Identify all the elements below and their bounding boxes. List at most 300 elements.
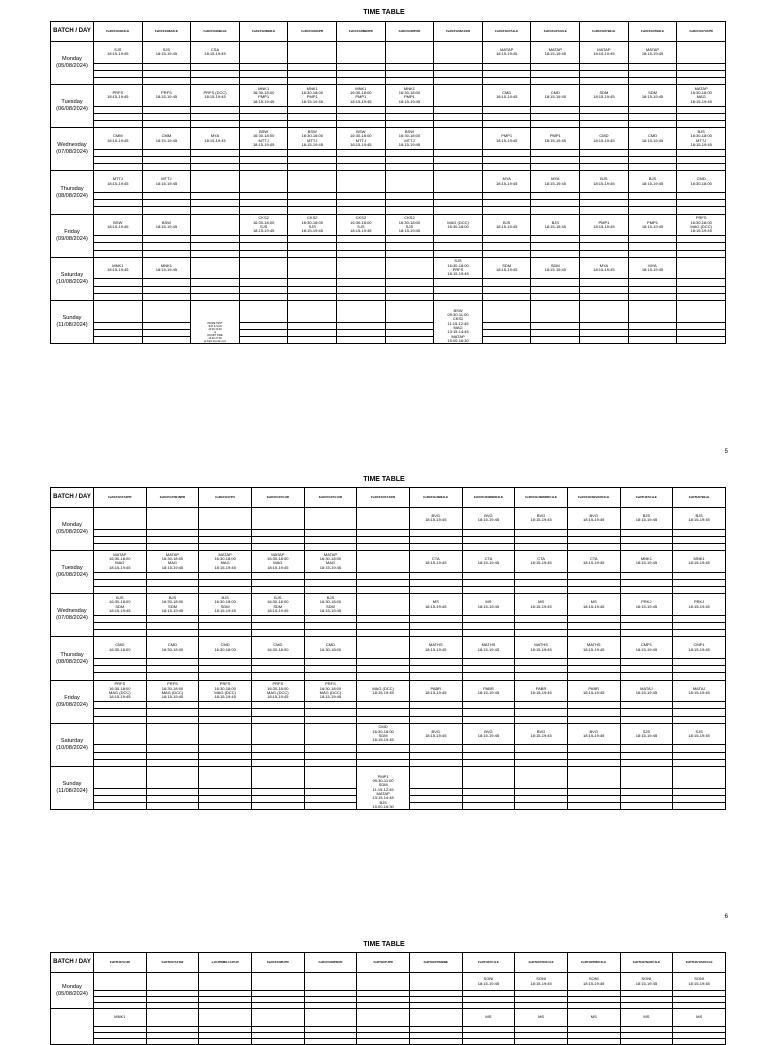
batch-header: FeDCFG08B1LE	[191, 22, 240, 42]
schedule-entry: CKS2	[258, 215, 269, 221]
table-row	[51, 257, 726, 279]
schedule-cell	[531, 128, 580, 150]
schedule-cell	[94, 637, 147, 659]
schedule-cell	[677, 279, 726, 286]
schedule-cell	[251, 594, 304, 616]
schedule-entry: 18:15-19:45	[635, 689, 658, 695]
schedule-cell	[385, 200, 434, 207]
schedule-entry: MATAP	[113, 551, 127, 557]
schedule-cell	[146, 752, 199, 759]
schedule-cell	[677, 164, 726, 171]
schedule-cell	[515, 752, 568, 759]
schedule-cell	[142, 121, 191, 128]
schedule-cell	[191, 77, 240, 84]
schedule-cell	[304, 536, 357, 543]
schedule-entry: PRFS	[272, 681, 284, 687]
table-row	[51, 594, 726, 616]
batch-day-header: BATCH / DAY	[51, 488, 94, 508]
schedule-cell	[409, 795, 462, 802]
schedule-cell	[146, 702, 199, 709]
schedule-cell	[580, 70, 629, 77]
batch-header: FeDCFG08A1LE	[94, 22, 143, 42]
schedule-entry: 18:15-19:45	[688, 980, 710, 986]
schedule-cell	[94, 702, 147, 709]
schedule-entry: PABR	[535, 685, 547, 691]
schedule-cell	[142, 293, 191, 300]
schedule-cell	[409, 702, 462, 709]
schedule-entry: 16:30-18:00	[398, 133, 421, 139]
schedule-cell	[567, 788, 620, 795]
schedule-cell	[191, 193, 240, 200]
schedule-entry: 16:30-18:00	[161, 646, 184, 652]
schedule-cell	[580, 207, 629, 214]
schedule-entry: 18:15-19:45	[155, 51, 178, 57]
schedule-cell	[409, 587, 462, 594]
schedule-entry: MS	[485, 599, 492, 605]
batch-header: FeDTH07A1SW	[146, 953, 199, 973]
batch-header: FeDCFG08B2LE	[239, 22, 288, 42]
schedule-entry: 18:15-19:45	[398, 98, 421, 104]
schedule-cell	[567, 508, 620, 530]
schedule-cell	[94, 659, 147, 666]
schedule-cell	[199, 702, 252, 709]
schedule-cell	[94, 286, 143, 293]
schedule-cell	[199, 709, 252, 716]
schedule-cell	[567, 795, 620, 802]
schedule-cell	[673, 795, 726, 802]
schedule-cell	[462, 508, 515, 530]
schedule-cell	[620, 543, 673, 550]
schedule-entry: 16:30-18:00	[319, 685, 342, 691]
schedule-cell	[673, 723, 726, 745]
schedule-entry: 11:15-12:45	[372, 786, 394, 792]
schedule-cell	[673, 579, 726, 586]
schedule-entry: PABR	[430, 685, 442, 691]
table-row	[51, 77, 726, 84]
schedule-entry: SDM	[220, 603, 230, 609]
schedule-cell	[251, 680, 304, 702]
batch-header: FeDTH07UPR	[357, 953, 410, 973]
batch-header: FeDTH07A1LE	[620, 488, 673, 508]
schedule-cell	[515, 759, 568, 766]
schedule-cell	[94, 70, 143, 77]
schedule-entry: 18:15-19:45	[107, 267, 129, 273]
day-name: Thursday	[60, 651, 84, 658]
schedule-cell	[515, 543, 568, 550]
schedule-cell	[482, 322, 531, 329]
schedule-cell	[515, 579, 568, 586]
batch-header: FeDTH07PR/BNE	[409, 953, 462, 973]
schedule-entry: 16:30-18:00	[301, 219, 323, 225]
schedule-entry: PRKJ	[693, 599, 705, 605]
batch-header: FeDCFG08PNUR	[304, 953, 357, 973]
schedule-entry: MAG	[453, 324, 463, 330]
table-row	[51, 680, 726, 702]
schedule-cell	[304, 1039, 357, 1045]
schedule-cell	[531, 200, 580, 207]
schedule-entry: 18:15-19:45	[496, 223, 518, 229]
schedule-cell	[357, 543, 410, 550]
schedule-cell	[251, 759, 304, 766]
schedule-cell	[620, 795, 673, 802]
schedule-entry: BJS	[116, 595, 124, 601]
table-row	[51, 637, 726, 659]
schedule-cell	[515, 630, 568, 637]
schedule-cell	[673, 543, 726, 550]
schedule-cell	[146, 788, 199, 795]
schedule-cell	[304, 723, 357, 745]
schedule-entry: 18:15-19:45	[109, 564, 131, 570]
table-row	[51, 615, 726, 622]
schedule-entry: 18:15-19:45	[635, 560, 658, 566]
day-cell	[51, 973, 94, 1009]
day-name: Wednesday	[57, 142, 87, 149]
schedule-cell	[434, 113, 483, 120]
schedule-cell	[337, 257, 386, 279]
schedule-cell	[357, 745, 410, 752]
schedule-entry: 16:30-18:00	[319, 599, 342, 605]
batch-header: FeDCFG08PUR	[385, 22, 434, 42]
schedule-entry: 18:15-19:45	[350, 141, 372, 147]
schedule-cell	[567, 594, 620, 616]
schedule-cell	[434, 77, 483, 84]
schedule-cell	[94, 279, 143, 286]
schedule-cell	[142, 106, 191, 113]
schedule-cell	[94, 973, 147, 991]
schedule-entry: 18:15-19:45	[252, 98, 275, 104]
schedule-entry: BJS	[221, 595, 229, 601]
schedule-entry: MATAP	[376, 790, 390, 796]
schedule-entry: 18:15-19:45	[641, 180, 664, 186]
schedule-entry: 16:30-18:00	[109, 599, 131, 605]
schedule-cell	[251, 702, 304, 709]
schedule-cell	[385, 113, 434, 120]
schedule-entry: MS	[538, 599, 545, 605]
schedule-cell	[515, 680, 568, 702]
schedule-entry: CMD	[502, 90, 512, 96]
schedule-cell	[385, 106, 434, 113]
schedule-entry: CTA	[537, 556, 545, 562]
schedule-cell	[142, 42, 191, 64]
batch-day-header: BATCH / DAY	[51, 953, 94, 973]
schedule-cell	[251, 508, 304, 530]
schedule-cell	[94, 250, 143, 257]
schedule-cell	[462, 802, 515, 809]
schedule-cell	[199, 745, 252, 752]
schedule-cell	[304, 587, 357, 594]
schedule-cell	[462, 766, 515, 788]
batch-header: FeDCFG07B1LE	[580, 22, 629, 42]
schedule-cell	[304, 666, 357, 673]
schedule-cell	[337, 200, 386, 207]
schedule-cell	[409, 630, 462, 637]
schedule-entry: 18:15-19:45	[267, 564, 289, 570]
batch-header: FeDTH07B1LE	[673, 488, 726, 508]
schedule-cell	[567, 802, 620, 809]
schedule-cell	[385, 63, 434, 70]
schedule-cell	[620, 536, 673, 543]
schedule-entry: 16:30-18:00	[319, 646, 342, 652]
schedule-cell	[357, 666, 410, 673]
schedule-entry: 18:15-19:45	[155, 223, 178, 229]
schedule-cell	[191, 300, 240, 343]
schedule-cell	[434, 193, 483, 200]
schedule-entry: 18:15-19:45	[688, 646, 710, 652]
table-row	[51, 587, 726, 594]
schedule-cell	[199, 594, 252, 616]
schedule-cell	[146, 723, 199, 745]
schedule-cell	[191, 113, 240, 120]
schedule-cell	[677, 250, 726, 257]
schedule-entry: 18:15-19:45	[583, 646, 605, 652]
day-cell	[51, 637, 94, 680]
schedule-cell	[94, 572, 147, 579]
schedule-cell	[142, 193, 191, 200]
schedule-cell	[142, 164, 191, 171]
schedule-entry: CKS2	[452, 316, 464, 322]
schedule-cell	[94, 543, 147, 550]
schedule-cell	[191, 250, 240, 257]
schedule-entry: MAG	[273, 560, 283, 566]
schedule-cell	[337, 106, 386, 113]
schedule-cell	[304, 594, 357, 616]
schedule-entry: MATAP	[597, 47, 611, 52]
schedule-entry: 18:15-19:45	[425, 646, 447, 652]
schedule-entry: 18:15-19:45	[301, 98, 323, 104]
schedule-entry: 16:30-18:00	[267, 599, 289, 605]
schedule-cell	[409, 802, 462, 809]
page-number: 5	[724, 449, 728, 455]
schedule-cell	[531, 70, 580, 77]
schedule-cell	[482, 336, 531, 343]
schedule-cell	[677, 286, 726, 293]
schedule-cell	[94, 257, 143, 279]
schedule-cell	[580, 63, 629, 70]
schedule-cell	[673, 630, 726, 637]
schedule-cell	[304, 579, 357, 586]
day-cell	[51, 551, 94, 594]
schedule-cell	[482, 279, 531, 286]
schedule-cell	[94, 214, 143, 236]
schedule-cell	[191, 207, 240, 214]
schedule-cell	[337, 85, 386, 107]
schedule-cell	[677, 70, 726, 77]
schedule-cell	[94, 579, 147, 586]
schedule-entry: 11:15-12:45	[447, 320, 469, 326]
schedule-entry: 18:15-19:45	[155, 137, 178, 143]
schedule-cell	[385, 214, 434, 236]
schedule-entry: 18:15-19:45	[107, 94, 129, 100]
schedule-cell	[142, 171, 191, 193]
schedule-cell	[142, 243, 191, 250]
schedule-cell	[199, 759, 252, 766]
schedule-cell	[531, 329, 580, 336]
table-row	[51, 322, 726, 329]
batch-header: FeDTH07VARC1LE	[673, 953, 726, 973]
schedule-entry: SJS	[405, 223, 414, 229]
schedule-entry: 16:30-18:00	[214, 685, 236, 691]
schedule-entry: MS	[432, 599, 439, 605]
table-row	[51, 551, 726, 573]
schedule-cell	[673, 666, 726, 673]
table-row	[51, 579, 726, 586]
schedule-entry: 16:30-18:00	[267, 685, 289, 691]
schedule-cell	[434, 121, 483, 128]
schedule-cell	[94, 200, 143, 207]
schedule-cell	[673, 766, 726, 788]
schedule-cell	[531, 171, 580, 193]
schedule-cell	[337, 243, 386, 250]
schedule-cell	[434, 200, 483, 207]
schedule-entry: SDM	[326, 603, 335, 609]
schedule-entry: SONI	[641, 976, 652, 982]
schedule-cell	[628, 85, 677, 107]
schedule-cell	[567, 615, 620, 622]
schedule-cell	[434, 243, 483, 250]
schedule-cell	[199, 529, 252, 536]
schedule-cell	[620, 587, 673, 594]
schedule-cell	[191, 214, 240, 236]
schedule-cell	[677, 336, 726, 343]
schedule-cell	[462, 659, 515, 666]
schedule-cell	[628, 214, 677, 236]
schedule-cell	[304, 572, 357, 579]
schedule-cell	[337, 329, 386, 336]
schedule-cell	[385, 322, 434, 329]
schedule-cell	[462, 529, 515, 536]
table-row	[51, 529, 726, 536]
schedule-cell	[434, 70, 483, 77]
schedule-cell	[337, 336, 386, 343]
schedule-cell	[462, 745, 515, 752]
schedule-cell	[199, 659, 252, 666]
table-row	[51, 536, 726, 543]
schedule-cell	[146, 759, 199, 766]
schedule-cell	[620, 529, 673, 536]
schedule-cell	[199, 637, 252, 659]
schedule-cell	[288, 250, 337, 257]
schedule-entry: MTTJ	[112, 176, 123, 182]
batch-header: FeDTH07C1LE	[462, 953, 515, 973]
schedule-cell	[409, 673, 462, 680]
schedule-entry: 18:15-19:45	[109, 607, 131, 613]
schedule-cell	[94, 322, 143, 329]
schedule-cell	[673, 680, 726, 702]
schedule-entry: 16:30-18:00	[109, 685, 131, 691]
schedule-entry: SDM	[648, 90, 657, 96]
schedule-cell	[620, 709, 673, 716]
schedule-entry: 18:15-19:45	[109, 694, 131, 700]
schedule-cell	[357, 659, 410, 666]
schedule-cell	[337, 77, 386, 84]
schedule-entry: 18:15-19:45	[583, 689, 605, 695]
schedule-cell	[531, 113, 580, 120]
schedule-cell	[199, 795, 252, 802]
schedule-entry: 18:15-19:45	[544, 223, 566, 229]
schedule-cell	[146, 1039, 199, 1045]
schedule-entry: 18:15-19:45	[530, 646, 552, 652]
schedule-cell	[620, 1039, 673, 1045]
day-name: Friday	[64, 228, 80, 235]
schedule-cell	[677, 322, 726, 329]
schedule-cell	[146, 551, 199, 573]
schedule-cell	[191, 121, 240, 128]
schedule-cell	[482, 214, 531, 236]
schedule-cell	[357, 572, 410, 579]
schedule-cell	[620, 752, 673, 759]
schedule-entry: 18:15-19:45	[204, 137, 226, 143]
schedule-entry: 18:15-19:45	[107, 51, 129, 57]
schedule-cell	[567, 630, 620, 637]
table-row	[51, 164, 726, 171]
schedule-entry: BSW	[113, 219, 123, 225]
schedule-cell	[673, 615, 726, 622]
schedule-entry: 18:15-19:45	[107, 223, 129, 229]
schedule-cell	[142, 77, 191, 84]
timetable	[50, 487, 726, 810]
schedule-cell	[580, 322, 629, 329]
schedule-entry: 16:30-18:00	[301, 90, 323, 96]
schedule-entry: MATAP	[500, 47, 514, 52]
schedule-cell	[567, 623, 620, 630]
schedule-cell	[673, 587, 726, 594]
schedule-cell	[94, 121, 143, 128]
table-row	[51, 106, 726, 113]
schedule-entry: 16:30-18:00	[252, 90, 275, 96]
schedule-cell	[94, 329, 143, 336]
schedule-cell	[94, 630, 147, 637]
schedule-cell	[239, 286, 288, 293]
schedule-cell	[199, 587, 252, 594]
schedule-entry: 16:30-18:00	[690, 180, 712, 186]
schedule-cell	[385, 193, 434, 200]
schedule-cell	[288, 193, 337, 200]
schedule-cell	[146, 802, 199, 809]
schedule-cell	[515, 594, 568, 616]
schedule-cell	[199, 579, 252, 586]
schedule-cell	[357, 587, 410, 594]
batch-header: FeDCFG07A2LE	[531, 22, 580, 42]
schedule-cell	[199, 723, 252, 745]
schedule-cell	[628, 243, 677, 250]
table-row	[51, 85, 726, 107]
schedule-entry: CMD	[220, 642, 230, 648]
schedule-cell	[409, 666, 462, 673]
schedule-cell	[628, 113, 677, 120]
schedule-cell	[337, 250, 386, 257]
schedule-cell	[482, 171, 531, 193]
schedule-cell	[580, 121, 629, 128]
schedule-cell	[337, 121, 386, 128]
schedule-cell	[515, 795, 568, 802]
schedule-cell	[142, 113, 191, 120]
schedule-entry: 18:15-19:45	[301, 228, 323, 234]
schedule-cell	[567, 551, 620, 573]
batch-header: FeDCFG07A1UR	[304, 488, 357, 508]
schedule-entry: 18:15-19:45	[641, 94, 664, 100]
schedule-cell	[620, 716, 673, 723]
schedule-cell	[357, 759, 410, 766]
day-date: (10/08/2024)	[56, 744, 88, 751]
schedule-entry: MS	[643, 1014, 650, 1020]
schedule-entry: 18:15-19:45	[593, 267, 615, 273]
schedule-cell	[239, 42, 288, 64]
schedule-cell	[288, 121, 337, 128]
schedule-cell	[288, 106, 337, 113]
schedule-cell	[580, 149, 629, 156]
schedule-cell	[251, 716, 304, 723]
schedule-entry: MNK1	[355, 85, 367, 91]
